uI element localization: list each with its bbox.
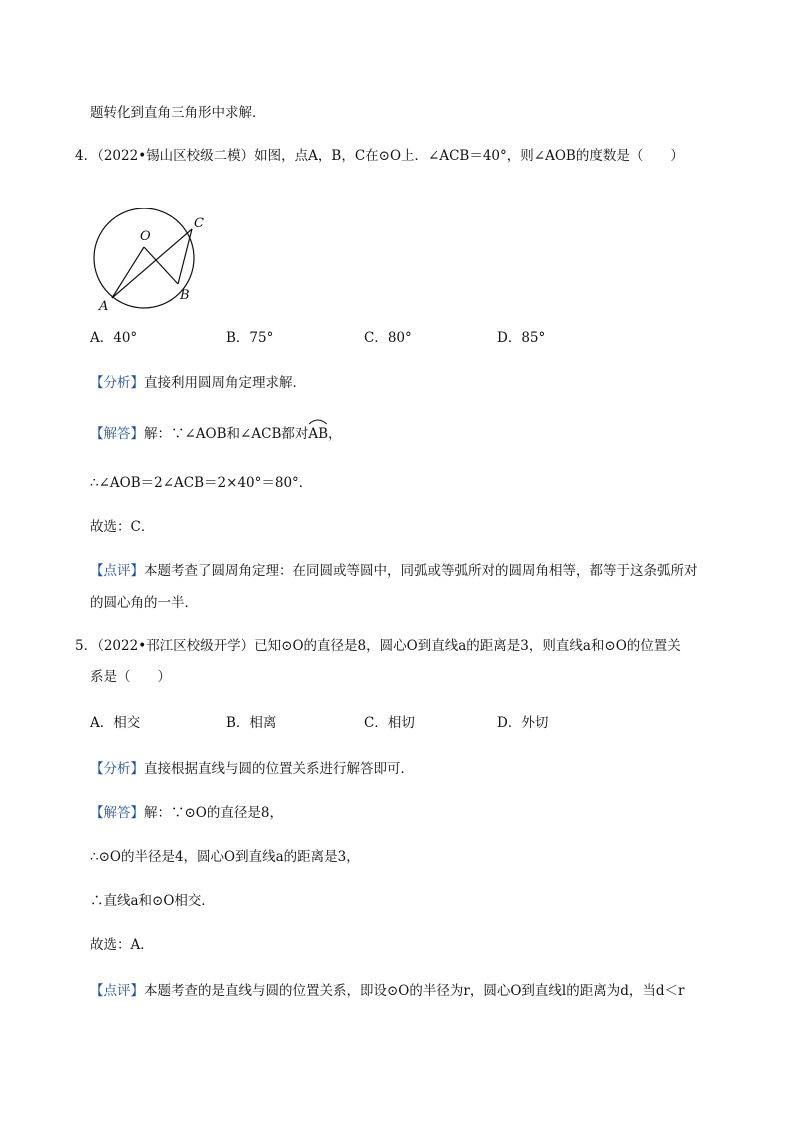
answer-tag: 【解答】 (90, 805, 144, 821)
q4-option-d: D．85° (497, 330, 546, 346)
q5-choice: 故选：A． (90, 937, 154, 953)
q5-option-a: A．相交 (90, 715, 141, 731)
answer-text-1a: 解：∵∠AOB和∠ACB都对 (144, 426, 309, 442)
arc-mark-icon (308, 417, 328, 425)
arc-ab (308, 425, 328, 443)
comment-tag: 【点评】 (90, 563, 144, 579)
q4-stem: 4．（2022•锡山区校级二模）如图，点A，B，C在⊙O上．∠ACB＝40°，则∠AOB的度数是（ ） (75, 148, 684, 164)
q5-stem-line-2: 系是（ ） (90, 669, 171, 685)
q4-option-c: C．80° (364, 330, 412, 346)
label-b: B (180, 288, 190, 303)
segment-ao (112, 247, 144, 298)
q4-option-a: A．40° (90, 330, 138, 346)
q4-choice: 故选：C． (90, 519, 155, 535)
q5-analysis (90, 760, 414, 778)
q5-option-c: C．相切 (364, 715, 415, 731)
comment-text-1: 本题考查了圆周角定理：在同圆或等圆中，同弧或等弧所对的圆周角相等，都等于这条弧所对 (144, 563, 698, 579)
answer-tag: 【解答】 (90, 426, 144, 442)
comment-text-1: 本题考查的是直线与圆的位置关系，即设⊙O的半径为r，圆心O到直线l的距离为d，当d＜r (144, 983, 685, 999)
answer-text-1: 解：∵⊙O的直径是8， (144, 805, 283, 821)
q5-answer-line-2: ∴⊙O的半径是4，圆心O到直线a的距离是3， (90, 849, 360, 865)
analysis-text: 直接根据直线与圆的位置关系进行解答即可． (144, 761, 414, 777)
segment-bc (178, 229, 192, 284)
analysis-text: 直接利用圆周角定理求解． (144, 375, 306, 391)
q4-answer-line-1 (90, 425, 342, 443)
q5-option-b: B．相离 (226, 715, 277, 731)
label-c: C (194, 216, 204, 231)
q5-answer-line-3: ∴直线a和⊙O相交． (90, 893, 215, 909)
analysis-tag: 【分析】 (90, 761, 144, 777)
circle-o (94, 208, 194, 308)
top-line: 题转化到直角三角形中求解． (90, 105, 266, 121)
comment-tag: 【点评】 (90, 983, 144, 999)
q5-answer-line-1 (90, 804, 283, 822)
q5-option-d: D．外切 (497, 715, 549, 731)
q4-comment-line-2: 的圆心角的一半． (90, 595, 198, 611)
analysis-tag: 【分析】 (90, 375, 144, 391)
q5-comment-line-1 (90, 982, 684, 1000)
q4-analysis (90, 374, 306, 392)
q4-comment-line-1 (90, 562, 698, 580)
q5-stem-line-1: 5．（2022•邗江区校级开学）已知⊙O的直径是8，圆心O到直线a的距离是3，则直线a和⊙O的位置关 (75, 638, 681, 654)
q4-answer-line-2: ∴∠AOB＝2∠ACB＝2×40°＝80°． (90, 475, 313, 491)
answer-text-1b: ， (328, 426, 342, 442)
label-o: O (140, 229, 151, 244)
label-a: A (99, 299, 109, 312)
arc-label: AB (308, 426, 329, 442)
q4-option-b: B．75° (226, 330, 274, 346)
circle-figure (84, 208, 214, 312)
